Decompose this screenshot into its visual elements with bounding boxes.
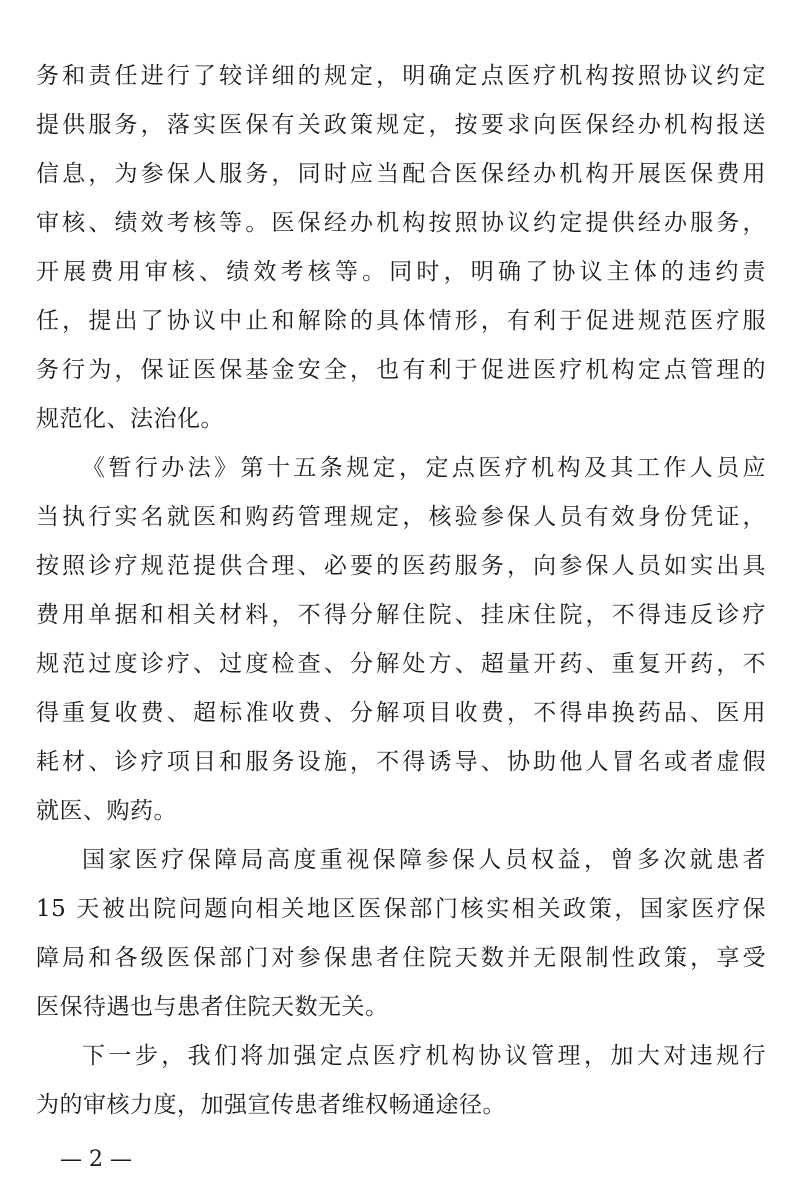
text-line: 规范化、法治化。: [36, 406, 224, 432]
text-line: 障局和各级医保部门对参保患者住院天数并无限制性政策，享受: [36, 945, 766, 971]
text-line: 开展费用审核、绩效考核等。同时，明确了协议主体的违约责: [36, 259, 766, 285]
text-line: 当执行实名就医和购药管理规定，核验参保人员有效身份凭证，: [36, 504, 766, 530]
text-line: 费用单据和相关材料，不得分解住院、挂床住院，不得违反诊疗: [36, 602, 766, 628]
text-line: 就医、购药。: [36, 798, 177, 824]
text-line: 医保待遇也与患者住院天数无关。: [36, 994, 389, 1020]
text-line: 得重复收费、超标准收费、分解项目收费，不得串换药品、医用: [36, 700, 766, 726]
text-line: 务和责任进行了较详细的规定，明确定点医疗机构按照协议约定: [36, 63, 766, 89]
text-line: 按照诊疗规范提供合理、必要的医药服务，向参保人员如实出具: [36, 553, 766, 579]
text-line: 提供服务，落实医保有关政策规定，按要求向医保经办机构报送: [36, 112, 766, 138]
page-number: — 2 —: [60, 1147, 132, 1172]
paragraph-start: 《暂行办法》第十五条规定，定点医疗机构及其工作人员应: [82, 455, 766, 481]
paragraph-start: 国家医疗保障局高度重视保障参保人员权益，曾多次就患者: [82, 847, 766, 873]
text-line: 为的审核力度，加强宣传患者维权畅通途径。: [36, 1092, 506, 1118]
text-line: 审核、绩效考核等。医保经办机构按照协议约定提供经办服务，: [36, 210, 766, 236]
text-line: 信息，为参保人服务，同时应当配合医保经办机构开展医保费用: [36, 161, 766, 187]
text-line: 15 天被出院问题向相关地区医保部门核实相关政策，国家医疗保: [36, 896, 766, 922]
text-line: 耗材、诊疗项目和服务设施，不得诱导、协助他人冒名或者虚假: [36, 749, 766, 775]
text-line: 规范过度诊疗、过度检查、分解处方、超量开药、重复开药，不: [36, 651, 766, 677]
text-line: 任，提出了协议中止和解除的具体情形，有利于促进规范医疗服: [36, 308, 766, 334]
text-line: 务行为，保证医保基金安全，也有利于促进医疗机构定点管理的: [36, 357, 766, 383]
paragraph-start: 下一步，我们将加强定点医疗机构协议管理，加大对违规行: [82, 1043, 766, 1069]
